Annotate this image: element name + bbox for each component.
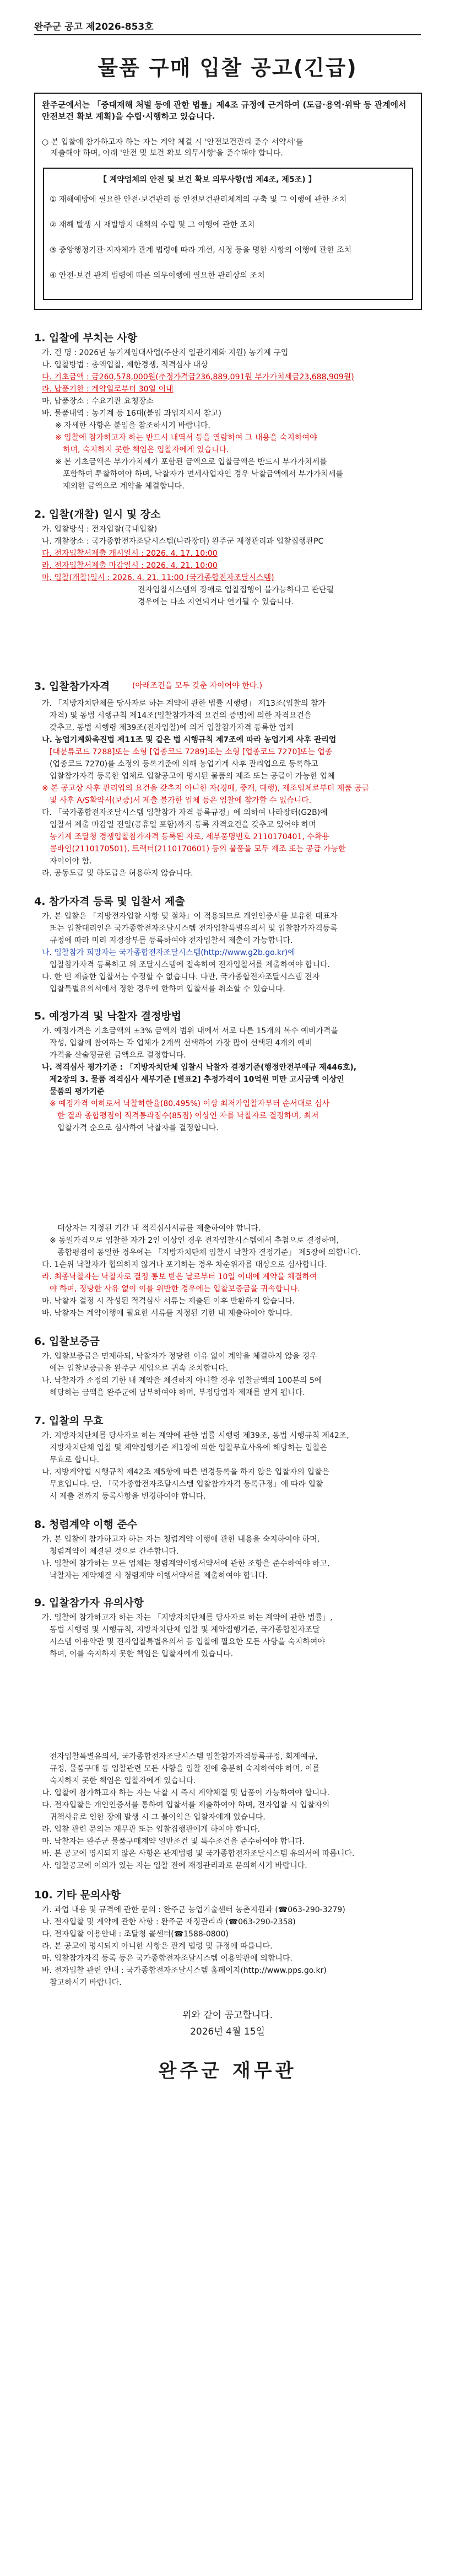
section-line: 나. 입찰에 참가하는 모든 업체는 청렴계약이행서약서에 관한 조항을 준수하여야 하고, [42, 1559, 330, 1568]
section-line: 한 결과 종합평점이 적격통과점수(85점) 이상인 자를 낙찰자로 결정하며, 최저 [57, 1112, 319, 1120]
section-line: 사. 입찰공고에 이의가 있는 자는 입찰 전에 재정관리과로 문의하시기 바랍니다. [42, 1861, 307, 1870]
section-line: 입찰특별유의서에서 정한 경우에 한하여 입찰서를 취소할 수 있습니다. [50, 985, 285, 994]
section-line: 다. 전자입찰은 개인인증서를 통하여 입찰서를 제출하여야 하며, 전자입찰 시 입찰자의 [42, 1801, 330, 1810]
section-line: 에는 입찰보증금을 완주군 세입으로 귀속 조치합니다. [50, 1364, 229, 1373]
section-line: 나. 입찰방법 : 총액입찰, 제한경쟁, 적격심사 대상 [42, 361, 208, 369]
closing-statement: 위와 같이 공고합니다. [182, 2010, 273, 2021]
duty-item: ③ 중앙행정기관·지자체가 관계 법령에 따라 개선, 시정 등을 명한 사항의 이행에 관한 조치 [50, 246, 352, 255]
section-line: 입찰가격 순으로 심사하여 낙찰자를 결정합니다. [57, 1124, 219, 1133]
section-line: 라. 전자입찰서제출 마감일시 : 2026. 4. 21. 10:00 [42, 561, 218, 570]
duties-box [43, 168, 413, 300]
section-line: 라. 입찰 관련 문의는 재무관 또는 입찰집행관에게 하여야 합니다. [42, 1825, 261, 1834]
section-line: 종합평점이 동일한 경우에는 「지방자치단체 입찰시 낙찰자 결정기준」 제5장에 의합니다. [57, 1248, 361, 1257]
section-line: 바. 본 공고에 명시되지 않은 사항은 관계법령 및 국가종합전자조달시스템 유의서에 따릅니다. [42, 1849, 355, 1858]
section-line: 농기계 조달청 경쟁입찰참가자격 등록된 자로, 세부품명번호 2110170401, 수확용 [50, 833, 329, 841]
section-line: 마. 납품장소 : 수요기관 요청장소 [42, 397, 154, 406]
section-line: 라. 납품기한 : 계약일로부터 30일 이내 [42, 385, 174, 394]
section-line: 지방자치단체 입찰 및 계약집행기준 제1장에 의한 입찰무효사유에 해당하는 입찰은 [50, 1443, 328, 1452]
signature: 완주군 재무관 [158, 2060, 297, 2082]
section-line: 시스템 이용약관 및 전자입찰특별유의서 등 입찰에 필요한 모든 사항을 숙지하여야 [50, 1638, 325, 1646]
safety-notice-box [34, 93, 422, 310]
section-line: 라. 본 공고에 명시되지 아니한 사항은 관계 법령 및 규정에 따릅니다. [42, 1942, 273, 1951]
duty-item: ④ 안전·보건 관계 법령에 따른 의무이행에 필요한 관리상의 조치 [50, 271, 265, 280]
section-line: 라. 최종낙찰자는 낙찰자로 결정 통보 받은 날로부터 10일 이내에 계약을 체결하여 [42, 1273, 317, 1281]
section-line: 귀책사유로 인한 장애 발생 시 그 불이익은 입찰자에게 있습니다. [50, 1813, 266, 1822]
section-line: 하며, 숙지하지 못한 책임은 입찰자에게 있습니다. [63, 446, 229, 454]
section-line: ※ 예정가격 이하로서 낙찰하한율(80.495%) 이상 최저가입찰자부터 순서대로 심사 [50, 1099, 330, 1108]
section-line: 하며, 이를 숙지하지 못한 책임은 입찰자에게 있습니다. [50, 1650, 234, 1659]
section-line: 나. 적격심사 평가기준 : 「지방자치단체 입찰시 낙찰자 결정기준(행정안전부예규 제446호), [42, 1063, 357, 1072]
section-line: 가. 본 입찰에 참가하고자 하는 자는 청렴계약 이행에 관한 내용을 숙지하여야 하며, [42, 1535, 320, 1544]
intro-note-line: ○ 본 입찰에 참가하고자 하는 자는 계약 체결 시 '안전보건관리 준수 서약서'를 [42, 138, 304, 147]
section-line: 가. 건 명 : 2026년 농기계임대사업(주산지 일관기계화 지원) 농기계 구입 [42, 348, 289, 357]
section-line: (업종코드 7270)를 소정의 등록기준에 의해 농업기계 사후 관리업으로 등록하고 [50, 760, 318, 769]
section-line: 마. 낙찰자는 완주군 물품구매계약 일반조건 및 특수조건을 준수하여야 합니다. [42, 1837, 305, 1846]
section-line: 나. 전자입찰 및 계약에 관한 사항 : 완주군 재정관리과 (☎063-290-2358) [42, 1918, 296, 1926]
section-heading: 4. 참가자격 등록 및 입찰서 제출 [34, 895, 185, 908]
section-line: ※ 자세한 사항은 붙임을 참조하시기 바랍니다. [55, 421, 210, 430]
section-line: 가. 「지방자치단체를 당사자로 하는 계약에 관한 법률 시행령」 제13조(입찰의 참가 [42, 699, 326, 708]
section-line: 및 사후 A/S확약서(보증)서 제출 불가한 업체 등은 입찰에 참가할 수 없습니다. [50, 796, 312, 805]
section-line: 가. 입찰방식 : 전자입찰(국내입찰) [42, 525, 158, 534]
section-line: 전자입찰시스템의 장애로 입찰집행이 불가능하다고 판단될 [138, 586, 334, 594]
duty-item: ② 재해 발생 시 재발방지 대책의 수립 및 그 이행에 관한 조치 [50, 221, 255, 229]
section-line: 콤바인(2110170501), 트랙터(2110170601) 등의 물품을 모두 제조 또는 공급 가능한 [50, 845, 346, 854]
section-line: 작성, 입찰에 참여하는 각 업체가 2개씩 선택하여 가장 많이 선택된 4개의 예비 [50, 1039, 312, 1048]
section-line: ※ 본 공고상 사후 관리업의 요건을 갖추지 아니한 자(경매, 중개, 대행), 제조업체로부터 제품 공급 [42, 784, 370, 793]
section-line: 포함하여 투찰하여야 하며, 낙찰자가 면세사업자인 경우 낙찰금액에서 부가가치세를 [63, 470, 343, 479]
section-line: 마. 입찰(개찰)일시 : 2026. 4. 21. 11:00 (국가종합전자조달시스템) [42, 573, 274, 582]
section-line: 서 제출 전까지 등록사항을 변경하여야 합니다. [50, 1492, 206, 1501]
section-line: 바. 낙찰자는 계약이행에 필요한 서류를 지정된 기한 내 제출하여야 합니다. [42, 1309, 292, 1318]
section-line: 제외한 금액으로 계약을 체결합니다. [63, 482, 185, 491]
section-line: 나. 입찰참가 희망자는 국가종합전자조달시스템(http://www.g2b.go.kr)에 [42, 948, 295, 957]
section-line: 가격을 산술평균한 금액으로 결정합니다. [50, 1051, 186, 1060]
section-line: 야 하며, 정당한 사유 없이 이를 위반한 경우에는 입찰보증금을 귀속합니다. [50, 1285, 300, 1294]
section-line: 가. 입찰에 참가하고자 하는 자는 「지방자치단체를 당사자로 하는 계약에 관한 법률」, [42, 1613, 333, 1622]
section-heading: 2. 입찰(개찰) 일시 및 장소 [34, 508, 161, 520]
section-line: 경우에는 다소 지연되거나 연기될 수 있습니다. [138, 598, 294, 607]
section-line: ※ 입찰에 참가하고자 하는 반드시 내역서 등을 열람하여 그 내용을 숙지하여야 [55, 433, 317, 442]
section-line: 규정, 물품구매 등 입찰관련 모든 사항을 입찰 전에 충분히 숙지하여야 하며, 이를 [50, 1764, 320, 1773]
section-line: 가. 과업 내용 및 규격에 관한 문의 : 완주군 농업기술센터 농촌지원과 (☎063-290-3279) [42, 1906, 345, 1914]
section-line: 가. 예정가격은 기초금액의 ±3% 금액의 범위 내에서 서로 다른 15개의 복수 예비가격을 [42, 1027, 338, 1035]
section-line: 참고하시기 바랍니다. [50, 1978, 122, 1987]
section-heading: 8. 청렴계약 이행 준수 [34, 1518, 138, 1531]
intro-note-line: 제출해야 하며, 아래 '안전 및 보건 확보 의무사항'을 준수해야 합니다. [51, 149, 283, 158]
section-line: 마. 입찰참가자격 등록 등은 국가종합전자조달시스템 이용약관에 의합니다. [42, 1954, 292, 1963]
duty-item: ① 재해예방에 필요한 안전·보건관리 등 안전보건관리체계의 구축 및 그 이행에 관한 조치 [50, 195, 347, 204]
section-line: 나. 개찰장소 : 국가종합전자조달시스템(나라장터) 완주군 재정관리과 입찰집행관PC [42, 537, 324, 546]
section-line: ※ 본 기초금액은 부가가치세가 포함된 금액으로 입찰금액은 반드시 부가가치세를 [55, 458, 327, 466]
section-line: 무효로 합니다. [50, 1456, 100, 1464]
section-line: 다. 전자입찰서제출 개시일시 : 2026. 4. 17. 10:00 [42, 549, 218, 558]
section-line: 나. 낙찰자가 소정의 기한 내 계약을 체결하지 아니할 경우 입찰금액의 100분의 5에 [42, 1376, 322, 1385]
section-heading: 6. 입찰보증금 [34, 1335, 100, 1348]
section-line: 갖추고, 동법 시행령 제39조(전자입찰)에 의거 입찰참가자격 등록한 업체 [50, 723, 294, 732]
section-line: 다. 한 번 제출한 입찰서는 수정할 수 없습니다. 다만, 국가종합전자조달시스템 전자 [42, 973, 320, 981]
section-line: 마. 낙찰자 결정 시 작성된 적격심사 서류는 제출된 이후 반환하지 않습니다. [42, 1297, 295, 1306]
section-heading-note: (아래조건을 모두 갖춘 자이어야 한다.) [132, 681, 263, 690]
closing-date: 2026년 4월 15일 [190, 2026, 265, 2037]
section-line: 다. 전자입찰 이용안내 : 조달청 콜센터(☎1588-0800) [42, 1930, 229, 1939]
section-heading: 5. 예정가격 및 낙찰자 결정방법 [34, 1010, 182, 1022]
section-line: 바. 전자입찰 관련 안내 : 국가종합전자조달시스템 홈페이지(http://www.pps.go.kr) [42, 1966, 327, 1975]
notice-number: 완주군 공고 제2026-853호 [34, 22, 154, 33]
section-line: 나. 입찰에 참가하고자 하는 자는 낙찰 시 즉시 계약체결 및 납품이 가능하여야 합니다. [42, 1789, 330, 1797]
page-title: 물품 구매 입찰 공고(긴급) [98, 56, 358, 80]
section-heading: 10. 기타 문의사항 [34, 1889, 121, 1901]
section-line: 가. 본 입찰은 「지방전자입찰 사항 및 절차」이 적용되므로 개인인증서를 보유한 대표자 [42, 912, 338, 921]
section-heading: 3. 입찰참가자격 [34, 680, 110, 693]
section-line: [대분류코드 7288]또는 소형 [업종코드 7289]또는 소형 [업종코드 7270]또는 업종 [50, 748, 333, 756]
top-divider [34, 34, 421, 35]
section-line: 가. 지방자치단체를 당사자로 하는 계약에 관한 법률 시행령 제39조, 동법 시행규칙 제42조, [42, 1431, 349, 1440]
section-line: 다. 「국가종합전자조달시스템 입찰참가 자격 등록규정」에 의하여 나라장터(G2B)에 [42, 808, 328, 817]
section-line: 자이어야 함. [50, 857, 92, 866]
section-line: 자격) 및 동법 시행규칙 제14조(입찰참가자격 요건의 증명)에 의한 자격요건을 [50, 711, 312, 720]
section-line: 해당하는 금액을 완주군에 납부하여야 하며, 부정당업자 제재를 받게 됩니다. [50, 1388, 305, 1397]
section-line: 낙찰자는 계약체결 시 청렴계약 이행서약서를 제출하여야 합니다. [50, 1571, 268, 1580]
section-line: 숙지하지 못한 책임은 입찰자에게 있습니다. [50, 1777, 196, 1785]
section-line: 나. 농업기계화촉진법 제11조 및 같은 법 시행규칙 제7조에 따라 농업기계 사후 관리업 [42, 736, 337, 744]
section-line: 입찰서 제출 마감일 전일(공휴일 포함)까지 등록 자격요건을 갖추고 있어야 하며 [50, 820, 316, 829]
section-line: 입찰참가자격 등록하고 위 조달시스템에 접속하여 전자입찰서를 제출하여야 합니다. [50, 960, 330, 969]
section-line: 동법 시행령 및 시행규칙, 지방자치단체 입찰 및 계약집행기준, 국가종합전자조달 [50, 1625, 320, 1634]
section-line: 제2장의 3. 물품 적격심사 세부기준 [별표2] 추정가격이 10억원 미만 고시금액 이상인 [50, 1075, 344, 1084]
section-line: 다. 기초금액 : 금260,578,000원(추정가격금236,889,091원 부가가치세금23,688,909원) [42, 373, 354, 382]
intro-paragraph: 완주군에서는 「중대재해 처벌 등에 관한 법률」제4조 규정에 근거하여 (도급·용역·위탁 등 관계에서 안전보건 확보 계획)을 수립·시행하고 있습니다. [42, 100, 407, 121]
section-line: 또는 입찰대리인은 국가종합전자조달시스템 전자입찰특별유의서 및 입찰참가자격등록 [50, 924, 338, 933]
section-heading: 1. 입찰에 부치는 사항 [34, 332, 138, 344]
section-line: 라. 공동도급 및 하도급은 허용하지 않습니다. [42, 869, 193, 878]
section-heading: 9. 입찰참가자 유의사항 [34, 1597, 144, 1609]
section-line: 다. 1순위 낙찰자가 협의하지 않거나 포기하는 경우 차순위자를 대상으로 심사합니다. [42, 1260, 327, 1269]
section-line: 나. 지방계약법 시행규칙 제42조 제5항에 따른 변경등록을 하지 않은 입찰자의 입찰은 [42, 1468, 329, 1477]
section-line: 청렴계약이 체결된 것으로 간주합니다. [50, 1547, 179, 1556]
section-line: 대상자는 지정된 기간 내 적격심사서류를 제출하여야 합니다. [57, 1224, 261, 1233]
section-line: 규정에 따라 미리 지정장부를 등록하여야 전자입찰서 제출이 가능합니다. [50, 936, 293, 945]
section-line: 바. 물품내역 : 농기계 등 16대(붙임 과업지시서 참고) [42, 409, 222, 418]
section-line: 무효입니다. 단, 「국가종합전자조달시스템 입찰참가자격 등록규정」에 따라 입찰 [50, 1480, 323, 1489]
section-line: ※ 동일가격으로 입찰한 자가 2인 이상인 경우 전자입찰시스템에서 추첨으로 결정하며, [50, 1236, 339, 1245]
section-line: 물품의 평가기준 [50, 1087, 105, 1096]
section-heading: 7. 입찰의 무효 [34, 1415, 104, 1427]
section-line: 전자입찰특별유의서, 국가종합전자조달시스템 입찰참가자격등록규정, 회계예규, [50, 1752, 318, 1761]
section-line: 입찰참가자격 등록한 업체로 입찰공고에 명시된 물품의 제조 또는 공급이 가능한 업체 [50, 772, 335, 781]
section-line: 가. 입찰보증금은 면제하되, 낙찰자가 정당한 이유 없이 계약을 체결하지 않을 경우 [42, 1352, 317, 1361]
duties-title: 【 계약업체의 안전 및 보건 확보 의무사항(법 제4조, 제5조) 】 [99, 175, 316, 184]
